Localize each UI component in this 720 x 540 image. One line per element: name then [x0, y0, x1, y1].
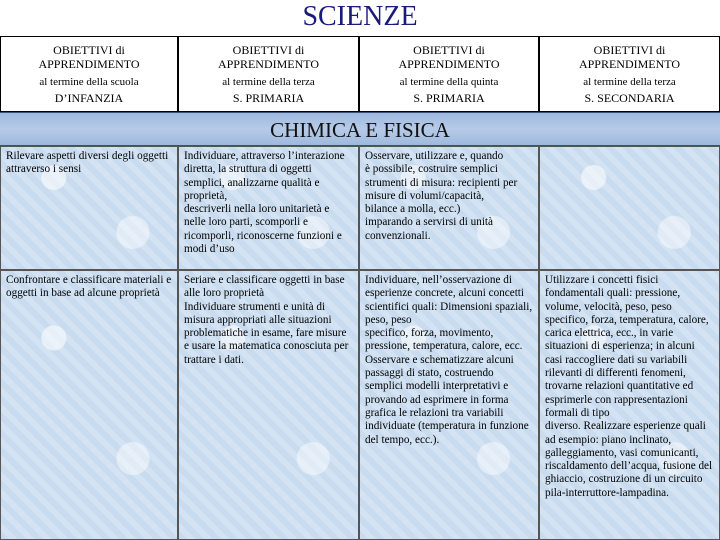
header-sub2: S. PRIMARIA	[232, 91, 305, 105]
header-cell-primaria-quinta	[359, 36, 539, 112]
header-line1: OBIETTIVI di	[593, 43, 666, 57]
header-cell-infanzia	[0, 36, 178, 112]
header-line1: OBIETTIVI di	[53, 43, 125, 57]
header-sub1: al termine della terza	[583, 76, 676, 88]
header-sub2: D’INFANZIA	[54, 91, 124, 105]
header-line2: APPRENDIMENTO	[217, 57, 320, 71]
table-cell	[539, 146, 720, 270]
page-title: SCIENZE	[302, 1, 418, 32]
header-line1: OBIETTIVI di	[232, 43, 305, 57]
header-line2: APPRENDIMENTO	[398, 57, 500, 71]
header-sub1: al termine della quinta	[399, 76, 499, 88]
header-line2: APPRENDIMENTO	[38, 57, 140, 71]
table-cell: Osservare, utilizzare e, quando è possibile, costruire semplici strumenti di misura: recipienti per misure di volumi/capacità, bilance a molla, ecc.) imparando a servirsi di unità convenzionali.	[359, 146, 539, 270]
header-line2: APPRENDIMENTO	[578, 57, 681, 71]
header-sub2: S. PRIMARIA	[413, 91, 485, 105]
table-cell: Rilevare aspetti diversi degli oggetti attraverso i sensi	[0, 146, 178, 270]
table-cell: Utilizzare i concetti fisici fondamentali quali: pressione, volume, velocità, peso, peso specifico, forza, temperatura, calore, carica elettrica, ecc., in varie situazioni di esperienza; in alcuni casi raccogliere dati su variabili rilevanti di differenti fenomeni, trovarne relazioni quantitative ed esprimerle con rappresentazioni formali di tipo diverso. Realizzare esperienze quali ad esempio: piano inclinato, galleggiamento, vasi comunicanti, riscaldamento dell’acqua, fusione del ghiaccio, costruzione di un circuito pila-interruttore-lampadina.	[539, 270, 720, 540]
table-cell: Individuare, nell’osservazione di esperienze concrete, alcuni concetti scientifici quali: Dimensioni spaziali, peso, peso specifico, forza, movimento, pressione, temperatura, calore, ecc. Osservare e schematizzare alcuni passaggi di stato, costruendo semplici modelli interpretativi e provando ad esprimere in forma grafica le relazioni tra variabili individuate (temperatura in funzione del tempo, ecc.).	[359, 270, 539, 540]
table-cell: Confrontare e classificare materiali e oggetti in base ad alcune proprietà	[0, 270, 178, 540]
header-line1: OBIETTIVI di	[413, 43, 485, 57]
header-sub1: al termine della scuola	[39, 76, 139, 88]
section-band: CHIMICA E FISICA	[0, 112, 720, 146]
table-cell: Individuare, attraverso l’interazione diretta, la struttura di oggetti semplici, analizzarne qualità e proprietà, descriverli nella loro unitarietà e nelle loro parti, scomporli e ricomporli, riconoscerne funzioni e modi d’uso	[178, 146, 359, 270]
header-sub1: al termine della terza	[222, 76, 315, 88]
header-cell-primaria-terza	[178, 36, 359, 112]
header-sub2: S. SECONDARIA	[584, 91, 675, 105]
table-cell: Seriare e classificare oggetti in base alle loro proprietà Individuare strumenti e unità di misura appropriati alle situazioni problematiche in esame, fare misure e usare la matematica conosciuta per trattare i dati.	[178, 270, 359, 540]
header-cell-secondaria	[539, 36, 720, 112]
